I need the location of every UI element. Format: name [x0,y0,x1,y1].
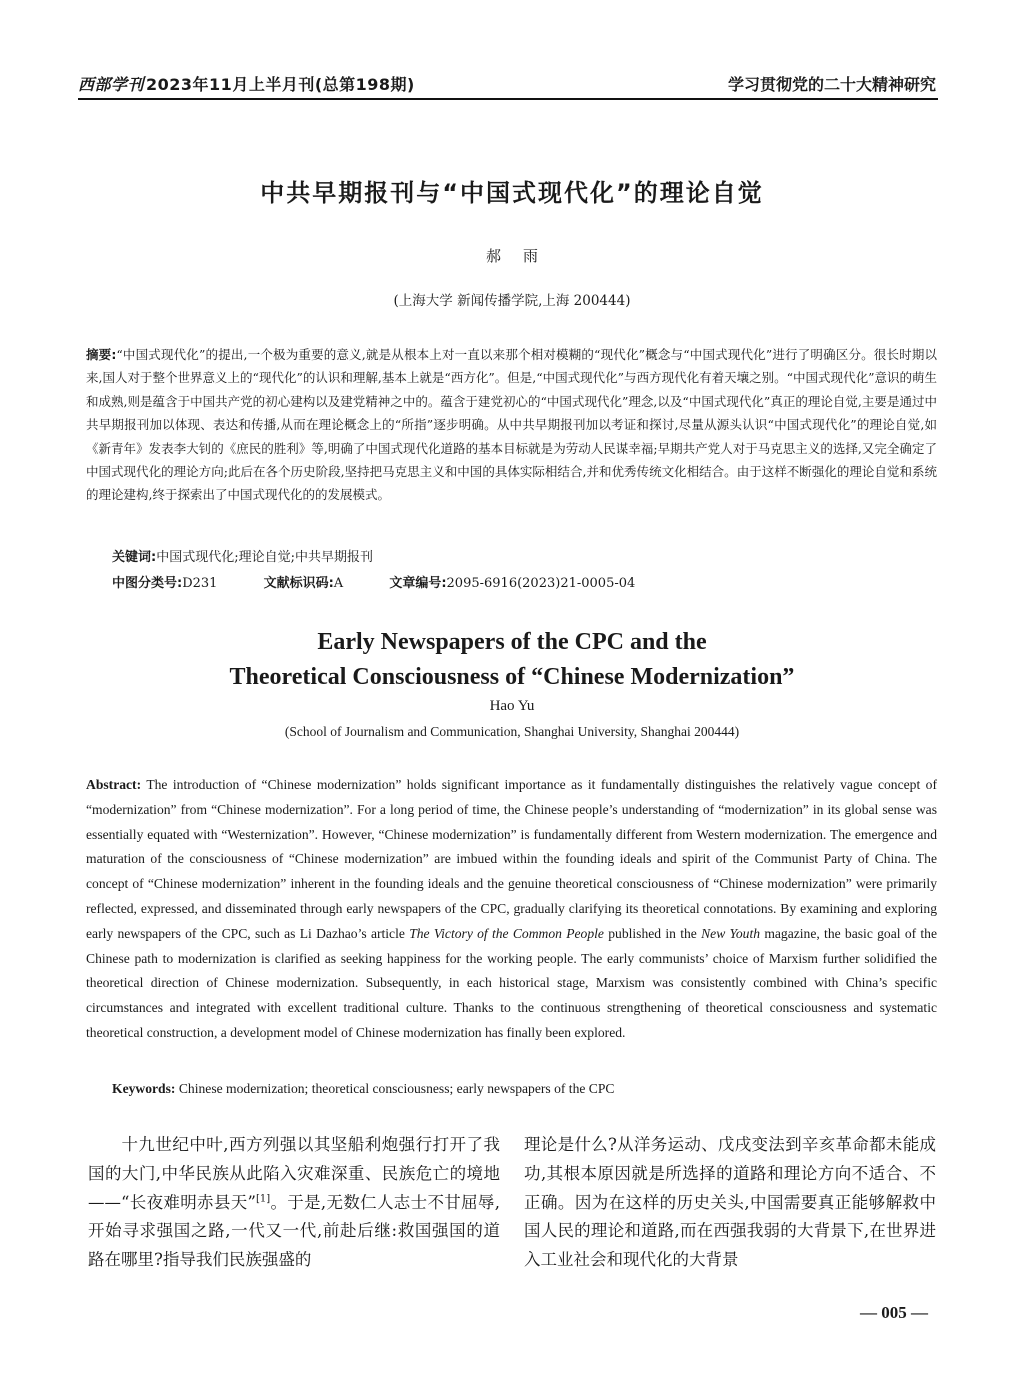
cited-article-title: The Victory of the Common People [409,925,604,941]
abstract-cn-label: 摘要: [86,347,117,362]
keywords-cn-text: 中国式现代化;理论自觉;中共早期报刊 [156,550,373,565]
running-header-journal [78,72,415,95]
abstract-cn-text: “中国式现代化”的提出,一个极为重要的意义,就是从根本上对一直以来那个相对模糊的“现代化”概念与“中国式现代化”进行了明确区分。很长时期以来,国人对于整个世界意义上的“现代化”的认识和理解,基本上就是“西方化”。但是,“中国式现代化”与西方现代化有着天壤之别。“中国式现代化”意识的萌生和成熟,则是蕴含于中国共产党的初心建构以及建党精神之中的。蕴含于建党初心的“中国式现代化”理念,以及“中国式现代化”真正的理论自觉,主要是通过中共早期报刊加以体现、表达和传播,从而在理论概念上的“所指”逐步明确。从中共早期报刊加以考证和探讨,尽量从源头认识“中国式现代化”的理论自觉,如《新青年》发表李大钊的《庶民的胜利》等,明确了中国式现代化道路的基本目标就是为劳动人民谋幸福;早期共产党人对于马克思主义的选择,又完全确定了中国式现代化的理论方向;此后在各个历史阶段,坚持把马克思主义和中国的具体实际相结合,并和优秀传统文化相结合。由于这样不断强化的理论自觉和系统的理论建构,终于探索出了中国式现代化的的发展模式。 [86,347,938,503]
abstract-cn [86,343,937,507]
keywords-en [112,1081,615,1097]
body-column-left [88,1131,500,1275]
document-code-label: 文献标识码: [263,576,334,591]
body-left-text-1: 十九世纪中叶,西方列强以其坚船利炮强行打开了我国的大门,中华民族从此陷入灾难深重、民族危亡的境地——“长夜难明赤县天” [88,1135,500,1212]
keywords-en-label: Keywords: [112,1081,176,1096]
article-title-en [0,625,1024,695]
journal-issue: 2023年11月上半月刊(总第198期) [146,75,415,94]
abstract-en-text-1: The introduction of “Chinese modernization” holds significant importance as it fundamentally distinguishes the relatively vague concept of “modernization” from “Chinese modernization”. For a long period of time, the Chinese people’s understanding of “modernization” in its global sense was essentially equated with “Westernization”. However, “Chinese modernization” is fundamentally different from Western modernization. The emergence and maturation of the consciousness of “Chinese modernization” are imbued within the founding ideals and spirit of the Communist Party of China. The concept of “Chinese modernization” inherent in the founding ideals and the genuine theoretical consciousness of “Chinese modernization” were primarily reflected, expressed, and disseminated through early newspapers of the CPC, gradually clarifying its theoretical connotations. By examining and exploring early newspapers of the CPC, such as Li Dazhao’s article [86,777,937,941]
document-code [264,572,344,591]
affiliation-en: (School of Journalism and Communication, Shanghai University, Shanghai 200444) [284,724,740,739]
article-title-en-line1: Early Newspapers of the CPC and the [317,629,707,655]
cited-magazine-title: New Youth [701,925,761,941]
abstract-en-text-2: published in the [608,925,697,941]
article-title-cn: 中共早期报刊与“中国式现代化”的理论自觉 [260,179,764,207]
article-number [389,572,635,591]
document-code-value: A [333,576,344,591]
clc-value: D231 [182,576,218,591]
header-divider [78,98,938,100]
article-number-value: 2095-6916(2023)21-0005-04 [446,576,636,591]
clc-number [112,572,217,591]
abstract-en-label: Abstract: [86,777,142,792]
author-cn: 郝雨 [485,247,560,265]
abstract-en [86,773,937,1046]
running-header-column: 学习贯彻党的二十大精神研究 [727,75,936,94]
classification-meta [112,572,635,591]
affiliation-cn: (上海大学 新闻传播学院,上海 200444) [393,293,631,309]
body-column-right [524,1131,936,1275]
page-number: — 005 — [860,1303,928,1322]
citation-marker: [1] [255,1193,271,1205]
article-title-en-line2: Theoretical Consciousness of “Chinese Modernization” [229,664,795,690]
body-left-text-2: 。于是,无数仁人志士不甘屈辱,开始寻求强国之路,一代又一代,前赴后继:救国强国的道路在哪里?指导我们民族强盛的 [88,1192,500,1270]
article-number-label: 文章编号: [389,576,447,591]
body-right-text: 理论是什么?从洋务运动、戊戌变法到辛亥革命都未能成功,其根本原因就是所选择的道路和理论方向不适合、不正确。因为在这样的历史关头,中国需要真正能够解救中国人民的理论和道路,而在西强我弱的大背景下,在世界进入工业社会和现代化的大背景 [524,1135,936,1270]
abstract-en-text-3: magazine, the basic goal of the Chinese path to modernization is clarified as seeking happiness for the working people. The early communists’ choice of Marxism further solidified the theoretical direction of Chinese modernization. Subsequently, in each historical stage, Marxism was consistently combined with China’s specific circumstances and integrated with excellent traditional culture. Thanks to the continuous strengthening of theoretical consciousness and systematic theoretical construction, a development model of Chinese modernization has finally been explored. [86,925,938,1040]
author-en: Hao Yu [489,698,535,714]
journal-name: 西部学刊 [78,75,145,94]
clc-label: 中图分类号: [112,576,183,591]
keywords-en-text: Chinese modernization; theoretical consciousness; early newspapers of the CPC [178,1081,615,1096]
keywords-cn [112,546,373,565]
keywords-cn-label: 关键词: [112,550,157,565]
